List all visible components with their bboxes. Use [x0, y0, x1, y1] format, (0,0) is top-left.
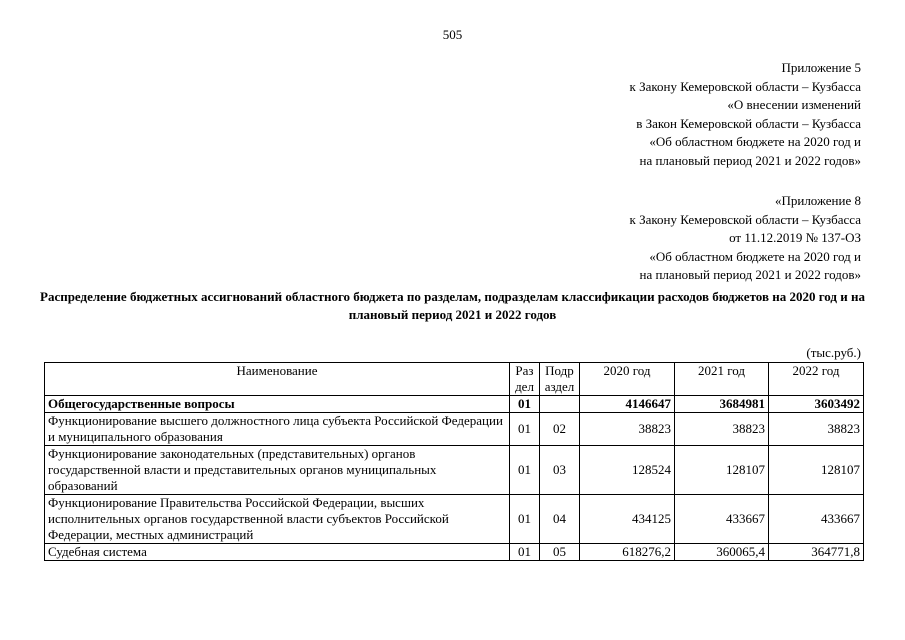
row-name: Функционирование Правительства Российской Федерации, высших исполнительных органов государственной власти субъектов Российской Федерации, местных администраций: [45, 495, 510, 544]
appendix-line: к Закону Кемеровской области – Кузбасса: [629, 211, 861, 227]
row-name: Общегосударственные вопросы: [45, 396, 510, 413]
row-section: 01: [510, 446, 540, 495]
row-2020: 4146647: [580, 396, 675, 413]
row-name: Судебная система: [45, 544, 510, 561]
appendix-line: на плановый период 2021 и 2022 годов»: [639, 152, 861, 168]
row-section: 01: [510, 413, 540, 446]
row-subsection: 03: [540, 446, 580, 495]
row-section: 01: [510, 396, 540, 413]
table-row: [45, 413, 864, 446]
row-2020: 434125: [580, 495, 675, 544]
page-number: 505: [442, 27, 463, 42]
appendix-line: на плановый период 2021 и 2022 годов»: [639, 267, 861, 282]
document-title: Распределение бюджетных ассигнований областного бюджета по разделам, подразделам классификации расходов бюджетов на 2020 год и на плановый период 2021 и 2022 годов: [40, 289, 865, 322]
row-2021: 128107: [675, 446, 769, 495]
row-subsection: 02: [540, 413, 580, 446]
row-2020: 38823: [580, 413, 675, 446]
table-row: [45, 396, 864, 413]
appendix-line: от 11.12.2019 № 137-ОЗ: [729, 230, 861, 245]
table-row: [45, 446, 864, 495]
table-header-row: [45, 363, 864, 396]
row-name: Функционирование высшего должностного лица субъекта Российской Федерации и муниципального образования: [45, 413, 510, 446]
row-2021: 3684981: [675, 396, 769, 413]
row-subsection: 05: [540, 544, 580, 561]
budget-table: [44, 362, 864, 561]
appendix-line: «Об областном бюджете на 2020 год и: [649, 248, 861, 264]
appendix-line: «О внесении изменений: [727, 97, 861, 112]
row-2022: 433667: [769, 495, 864, 544]
row-2021: 360065,4: [675, 544, 769, 561]
header-2022: 2022 год: [769, 363, 864, 396]
header-2020: 2020 год: [580, 363, 675, 396]
appendix-line: в Закон Кемеровской области – Кузбасса: [636, 115, 861, 131]
row-section: 01: [510, 495, 540, 544]
row-2022: 128107: [769, 446, 864, 495]
row-name: Функционирование законодательных (представительных) органов государственной власти и представительных органов муниципальных образований: [45, 446, 510, 495]
row-2022: 364771,8: [769, 544, 864, 561]
unit-label: (тыс.руб.): [806, 345, 861, 360]
row-subsection: [540, 396, 580, 413]
table-row: [45, 495, 864, 544]
appendix-8-header: [630, 192, 862, 285]
row-2022: 3603492: [769, 396, 864, 413]
table-row: [45, 544, 864, 561]
header-section: Раз дел: [510, 363, 540, 396]
row-2020: 128524: [580, 446, 675, 495]
header-2021: 2021 год: [675, 363, 769, 396]
header-name: Наименование: [45, 363, 510, 396]
row-2021: 38823: [675, 413, 769, 446]
appendix-5-header: [630, 59, 862, 170]
appendix-line: к Закону Кемеровской области – Кузбасса: [629, 78, 861, 94]
appendix-line: «Об областном бюджете на 2020 год и: [649, 134, 861, 149]
row-section: 01: [510, 544, 540, 561]
appendix-line: Приложение 5: [781, 60, 861, 75]
row-2022: 38823: [769, 413, 864, 446]
appendix-line: «Приложение 8: [774, 193, 861, 208]
row-subsection: 04: [540, 495, 580, 544]
header-subsection: Подр аздел: [540, 363, 580, 396]
row-2021: 433667: [675, 495, 769, 544]
row-2020: 618276,2: [580, 544, 675, 561]
